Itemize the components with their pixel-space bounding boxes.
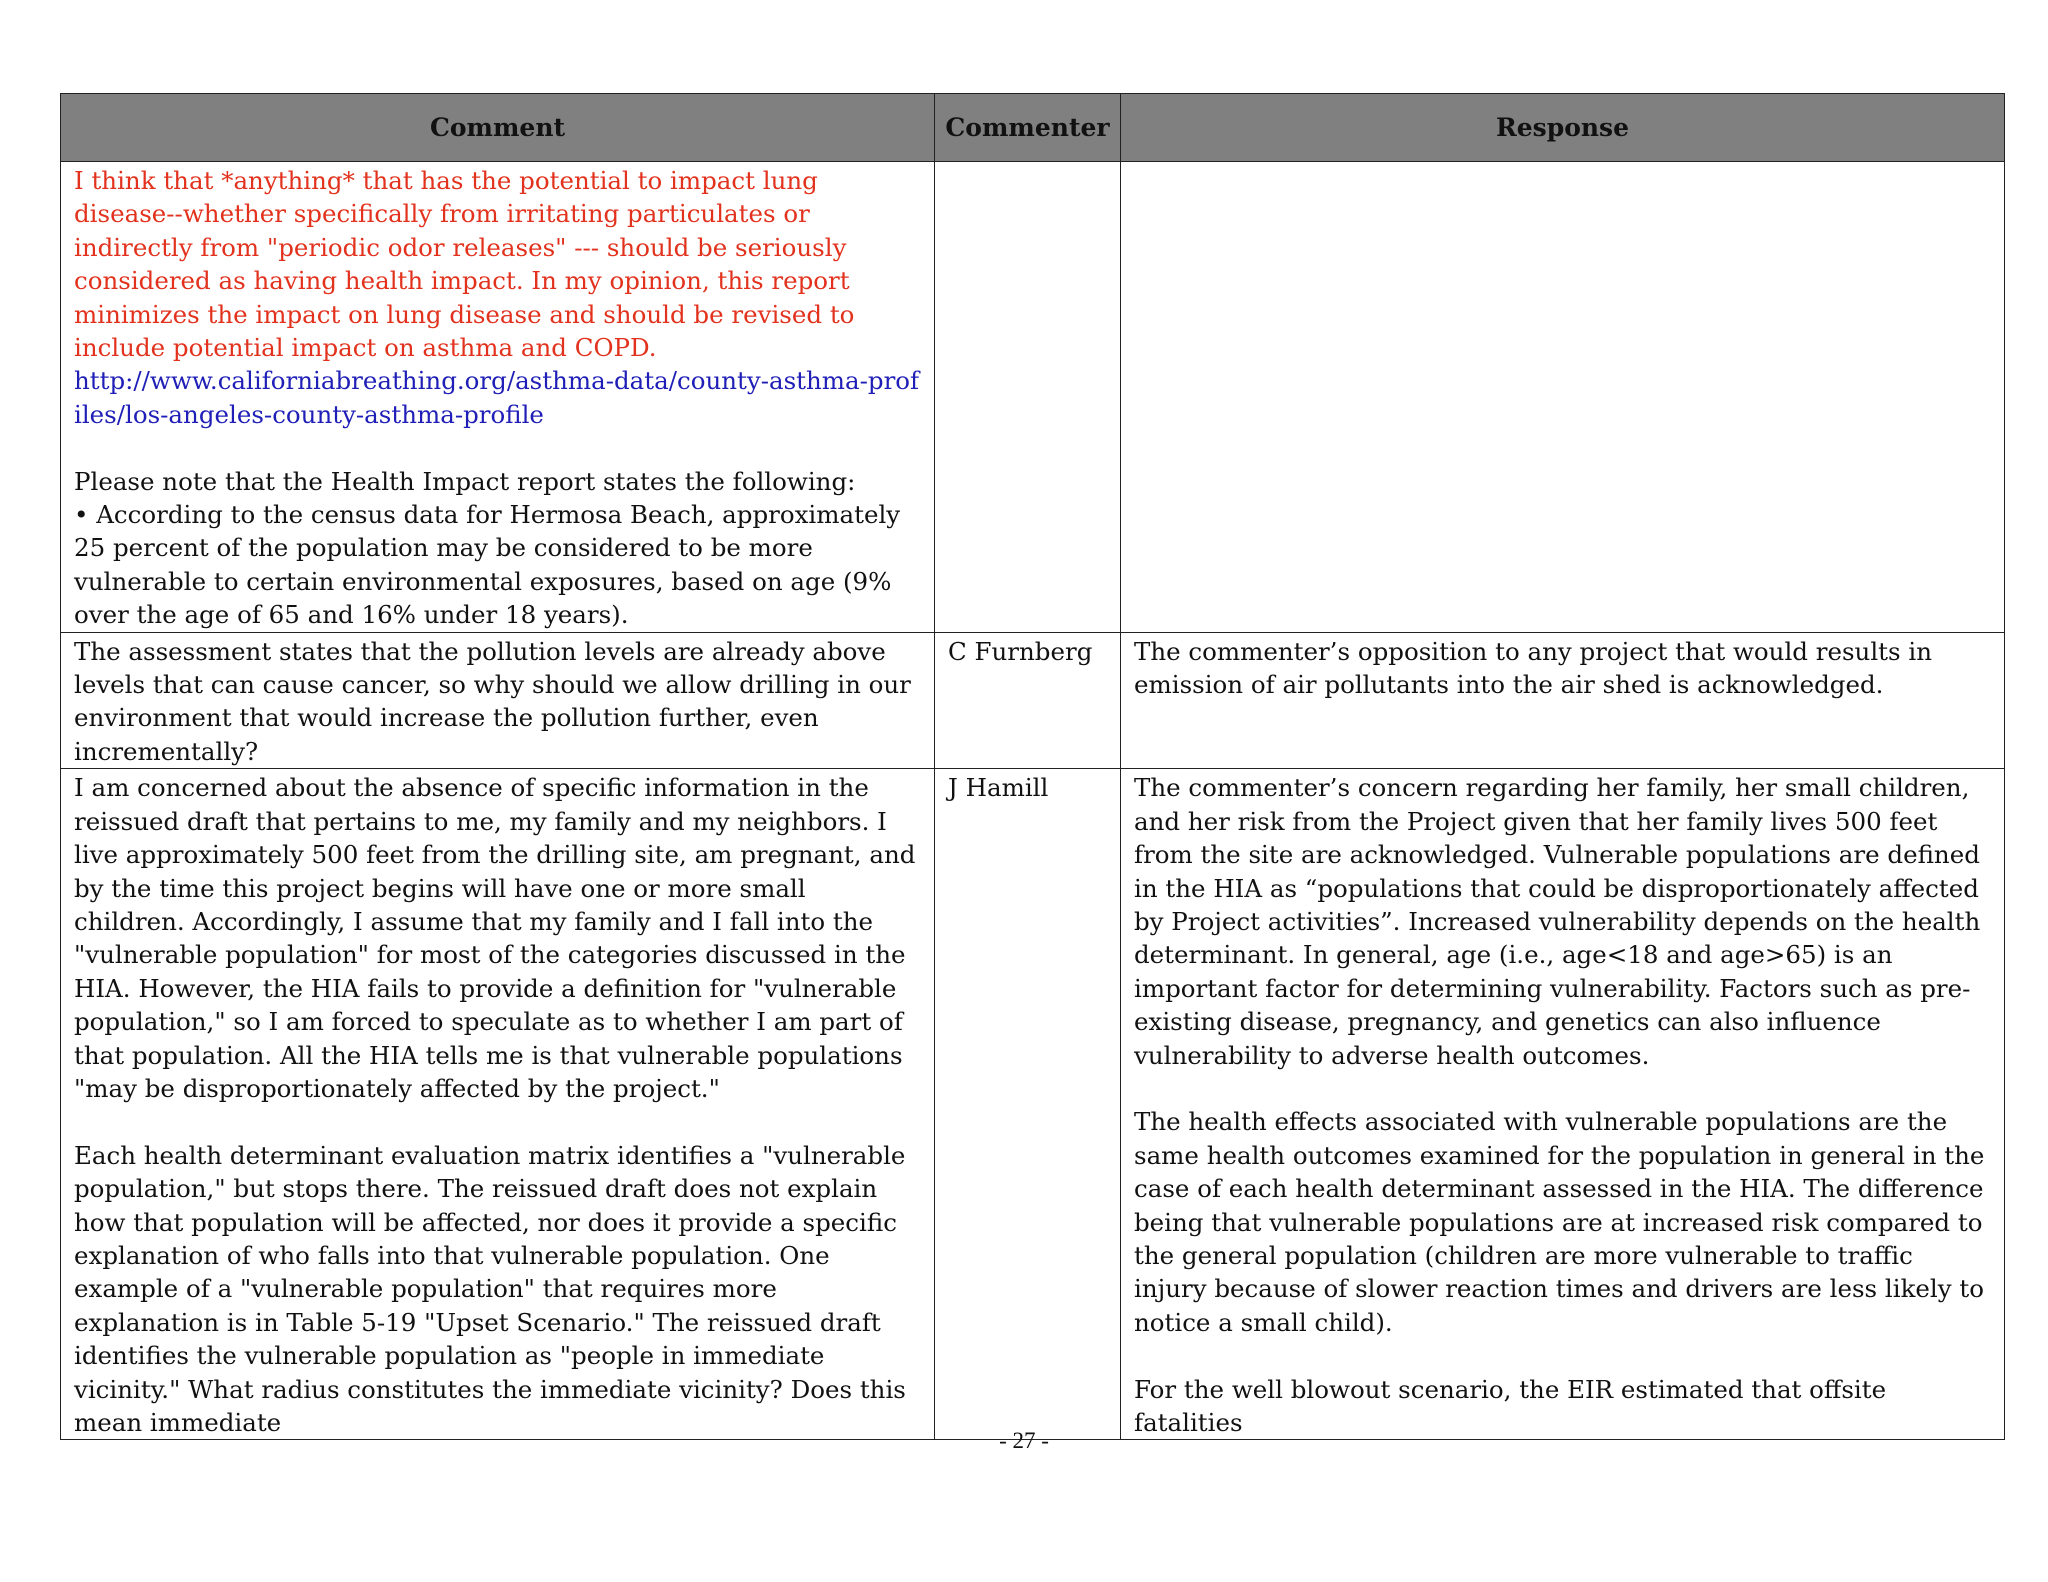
- comment-paragraph-2: Each health determinant evaluation matrix identifies a "vulnerable population," but stops there. The reissued draft does not explain how that population will be affected, nor does it provide a specific explanation of who falls into that vulnerable population. One example of a "vulnerable population" that requires more explanation is in Table 5-19 "Upset Scenario." The reissued draft identifies the vulnerable population as "people in immediate vicinity." What radius constitutes the immediate vicinity? Does this mean immediate: [74, 1140, 906, 1437]
- commenter-cell: [935, 162, 1121, 633]
- commenter-cell: J Hamill: [935, 769, 1121, 1440]
- table-row: [61, 162, 2005, 633]
- comment-link[interactable]: http://www.californiabreathing.org/asthma-data/county-asthma-profiles/los-angeles-county-asthma-profile: [74, 366, 920, 429]
- paragraph-gap: [74, 1105, 921, 1138]
- response-paragraph-2: The health effects associated with vulnerable populations are the same health outcomes examined for the population in general in the case of each health determinant assessed in the HIA. The difference being that vulnerable populations are at increased risk compared to the general population (children are more vulnerable to traffic injury because of slower reaction times and drivers are less likely to notice a small child).: [1134, 1107, 1985, 1337]
- paragraph-gap: [74, 431, 921, 464]
- comment-bullet: • According to the census data for Hermosa Beach, approximately 25 percent of the population may be considered to be more vulnerable to certain environmental exposures, based on age (9% over the age of 65 and 16% under 18 years).: [74, 500, 901, 630]
- comments-table: [60, 93, 2005, 1440]
- comment-text: The assessment states that the pollution levels are already above levels that can cause cancer, so why should we allow drilling in our environment that would increase the pollution further, even incrementally?: [74, 636, 911, 766]
- comment-cell: [61, 162, 935, 633]
- comment-note: Please note that the Health Impact report states the following:: [74, 466, 856, 496]
- table-header-row: [61, 94, 2005, 162]
- header-commenter: Commenter: [935, 94, 1121, 162]
- paragraph-gap: [1134, 1072, 1991, 1105]
- comment-cell: [61, 632, 935, 769]
- page-number: - 27 -: [999, 1428, 1049, 1453]
- response-text: The commenter’s opposition to any project that would results in emission of air pollutants into the air shed is acknowledged.: [1134, 636, 1932, 700]
- response-cell: [1121, 769, 2005, 1440]
- table-row: [61, 632, 2005, 769]
- comment-paragraph-1: I am concerned about the absence of specific information in the reissued draft that pertains to me, my family and my neighbors. I live approximately 500 feet from the drilling site, am pregnant, and by the time this project begins will have one or more small children. Accordingly, I assume that my family and I fall into the "vulnerable population" for most of the categories discussed in the HIA. However, the HIA fails to provide a definition for "vulnerable population," so I am forced to speculate as to whether I am part of that population. All the HIA tells me is that vulnerable populations "may be disproportionately affected by the project.": [74, 773, 916, 1103]
- commenter-cell: C Furnberg: [935, 632, 1121, 769]
- comment-cell: [61, 769, 935, 1440]
- response-cell: [1121, 162, 2005, 633]
- response-paragraph-3: For the well blowout scenario, the EIR estimated that offsite fatalities: [1134, 1374, 1887, 1437]
- response-cell: [1121, 632, 2005, 769]
- header-comment: Comment: [61, 94, 935, 162]
- response-paragraph-1: The commenter’s concern regarding her family, her small children, and her risk from the Project given that her family lives 500 feet from the site are acknowledged. Vulnerable populations are defined in the HIA as “populations that could be disproportionately affected by Project activities”. Increased vulnerability depends on the health determinant. In general, age (i.e., age<18 and age>65) is an important factor for determining vulnerability. Factors such as pre-existing disease, pregnancy, and genetics can also influence vulnerability to adverse health outcomes.: [1134, 773, 1981, 1070]
- header-response: Response: [1121, 94, 2005, 162]
- paragraph-gap: [1134, 1339, 1991, 1372]
- table-row: [61, 769, 2005, 1440]
- comment-highlighted-text: I think that *anything* that has the potential to impact lung disease--whether specifically from irritating particulates or indirectly from "periodic odor releases" --- should be seriously considered as having health impact. In my opinion, this report minimizes the impact on lung disease and should be revised to include potential impact on asthma and COPD.: [74, 166, 855, 363]
